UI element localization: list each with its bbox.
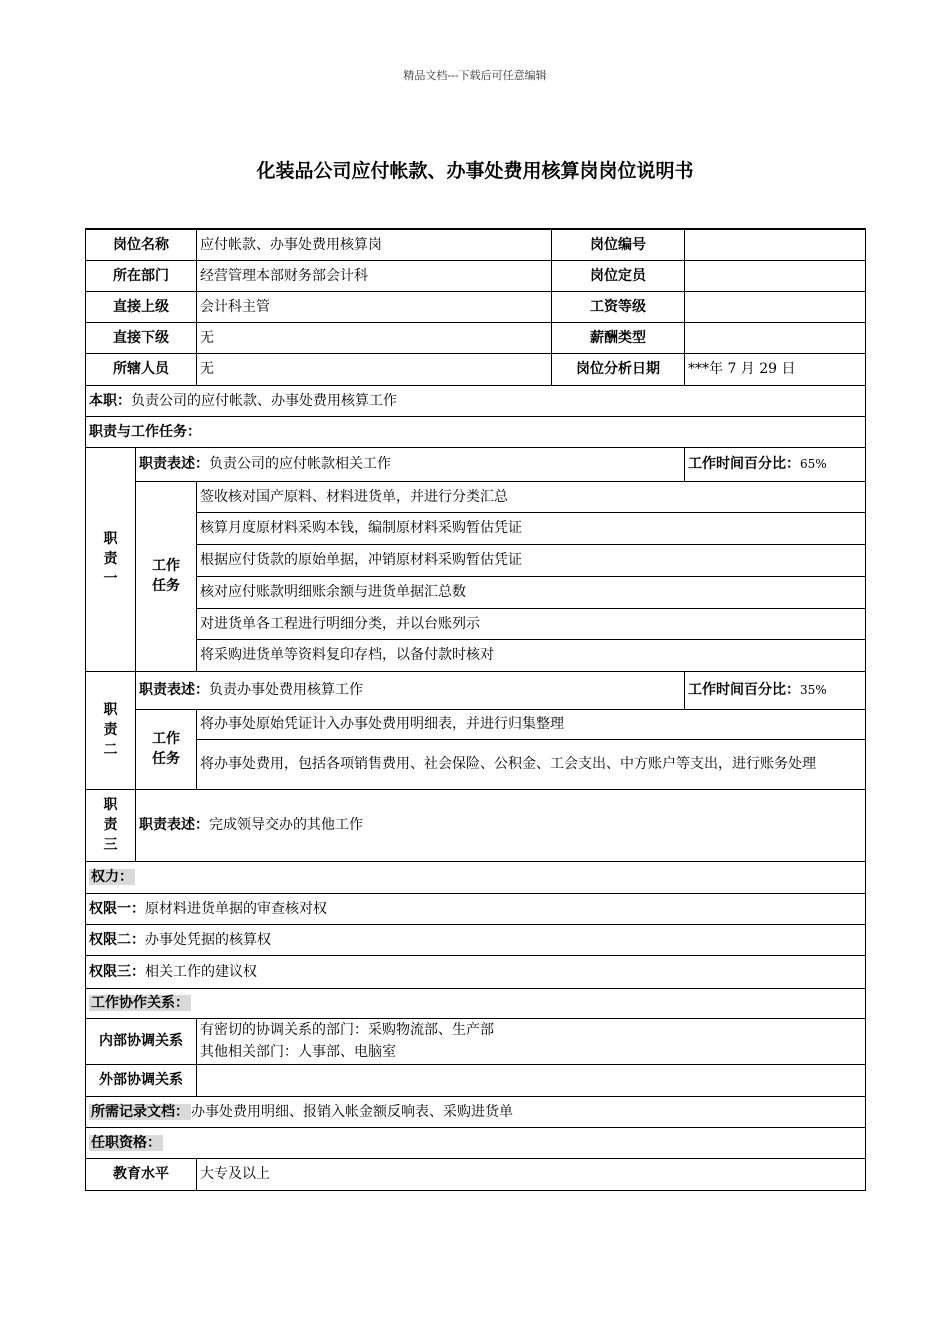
resp2-task-row: [86, 709, 866, 739]
grade-value: [685, 291, 866, 322]
resp1-task: 签收核对国产原料、材料进货单，并进行分类汇总: [197, 481, 866, 512]
date-value: ***年 7 月 29 日: [685, 353, 866, 385]
external-label: 外部协调关系: [86, 1064, 197, 1096]
row-external: [86, 1064, 866, 1096]
responsibilities-heading: 职责与工作任务：: [86, 416, 866, 447]
internal-label: 内部协调关系: [86, 1018, 197, 1064]
resp1-task: 根据应付货款的原始单据，冲销原材料采购暂估凭证: [197, 544, 866, 576]
resp1-task: 对进货单各工程进行明细分类，并以台账列示: [197, 608, 866, 639]
managed-value: 无: [197, 353, 552, 385]
grade-label: 工资等级: [552, 291, 685, 322]
job-description-table: [85, 228, 866, 1191]
row-duty: [86, 385, 866, 416]
superior-label: 直接上级: [86, 291, 197, 322]
qualification-heading-cell: [86, 1127, 866, 1158]
records-cell: [86, 1096, 866, 1127]
resp1-task: 将采购进货单等资料复印存档，以备付款时核对: [197, 639, 866, 671]
authority-row: [86, 924, 866, 955]
staff-value: [685, 260, 866, 291]
row-qualification-heading: [86, 1127, 866, 1158]
education-label: 教育水平: [86, 1158, 197, 1190]
managed-label: 所辖人员: [86, 353, 197, 385]
row-authority-heading: [86, 861, 866, 893]
subordinate-value: 无: [197, 322, 552, 353]
dept-value: 经营管理本部财务部会计科: [197, 260, 552, 291]
resp2-task-row: [86, 739, 866, 789]
authority-heading: 权力：: [91, 869, 133, 885]
resp3-label: 职 责 三: [86, 789, 136, 861]
row-education: [86, 1158, 866, 1190]
row-superior: [86, 291, 866, 322]
resp1-desc-row: [86, 447, 866, 481]
resp2-task-label: 工作 任务: [136, 709, 197, 789]
records-label: 所需记录文档：: [91, 1103, 189, 1120]
row-records: [86, 1096, 866, 1127]
resp1-task: 核算月度原材料采购本钱，编制原材料采购暂估凭证: [197, 512, 866, 544]
row-name: [86, 229, 866, 260]
resp2-label: 职 责 二: [86, 671, 136, 789]
duty-label: 本职：: [89, 392, 131, 409]
date-label: 岗位分析日期: [552, 353, 685, 385]
salary-label: 薪酬类型: [552, 322, 685, 353]
authority-row: [86, 893, 866, 924]
row-resp-heading: [86, 416, 866, 447]
authority-item: 权限一：原材料进货单据的审查核对权: [86, 893, 866, 924]
code-value: [685, 229, 866, 260]
qualification-heading: 任职资格：: [91, 1134, 161, 1151]
superior-value: 会计科主管: [197, 291, 552, 322]
resp2-task: 将办事处原始凭证计入办事处费用明细表，并进行归集整理: [197, 709, 866, 739]
resp1-label: 职 责 一: [86, 447, 136, 671]
duty-text: 负责公司的应付帐款、办事处费用核算工作: [131, 392, 397, 409]
resp1-task-row: [86, 544, 866, 576]
dept-label: 所在部门: [86, 260, 197, 291]
row-cooperation-heading: [86, 988, 866, 1018]
staff-label: 岗位定员: [552, 260, 685, 291]
row-subordinate: [86, 322, 866, 353]
resp2-task: 将办事处费用，包括各项销售费用、社会保险、公积金、工会支出、中方账户等支出，进行账务处理: [197, 739, 866, 789]
resp1-task-label: 工作 任务: [136, 481, 197, 671]
resp1-task-row: [86, 512, 866, 544]
internal-value: 有密切的协调关系的部门：采购物流部、生产部 其他相关部门：人事部、电脑室: [197, 1018, 866, 1064]
authority-item: 权限二：办事处凭据的核算权: [86, 924, 866, 955]
resp1-task: 核对应付账款明细账余额与进货单据汇总数: [197, 576, 866, 608]
education-value: 大专及以上: [197, 1158, 866, 1190]
resp1-pct: 工作时间百分比：65%: [685, 447, 866, 481]
resp1-task-row: [86, 481, 866, 512]
row-internal: [86, 1018, 866, 1064]
duty-cell: [86, 385, 866, 416]
resp3-desc: 职责表述：完成领导交办的其他工作: [136, 789, 866, 861]
resp1-task-row: [86, 576, 866, 608]
records-text: 办事处费用明细、报销入帐金额反响表、采购进货单: [191, 1103, 513, 1120]
authority-item: 权限三：相关工作的建议权: [86, 955, 866, 988]
resp1-desc: 职责表述：负责公司的应付帐款相关工作: [136, 447, 685, 481]
cooperation-heading-cell: [86, 988, 866, 1018]
resp1-task-row: [86, 608, 866, 639]
resp2-desc: 职责表述：负责办事处费用核算工作: [136, 671, 685, 709]
authority-row: [86, 955, 866, 988]
row-managed: [86, 353, 866, 385]
page-header: 精品文档---下载后可任意编辑: [403, 69, 547, 82]
cooperation-heading: 工作协作关系：: [91, 995, 189, 1011]
row-dept: [86, 260, 866, 291]
external-value: [197, 1064, 866, 1096]
resp3-row: [86, 789, 866, 861]
authority-heading-cell: [86, 861, 866, 893]
resp1-task-row: [86, 639, 866, 671]
code-label: 岗位编号: [552, 229, 685, 260]
name-value: 应付帐款、办事处费用核算岗: [197, 229, 552, 260]
salary-value: [685, 322, 866, 353]
subordinate-label: 直接下级: [86, 322, 197, 353]
resp2-desc-row: [86, 671, 866, 709]
name-label: 岗位名称: [86, 229, 197, 260]
resp2-pct: 工作时间百分比：35%: [685, 671, 866, 709]
page-title: 化装品公司应付帐款、办事处费用核算岗岗位说明书: [256, 160, 694, 182]
